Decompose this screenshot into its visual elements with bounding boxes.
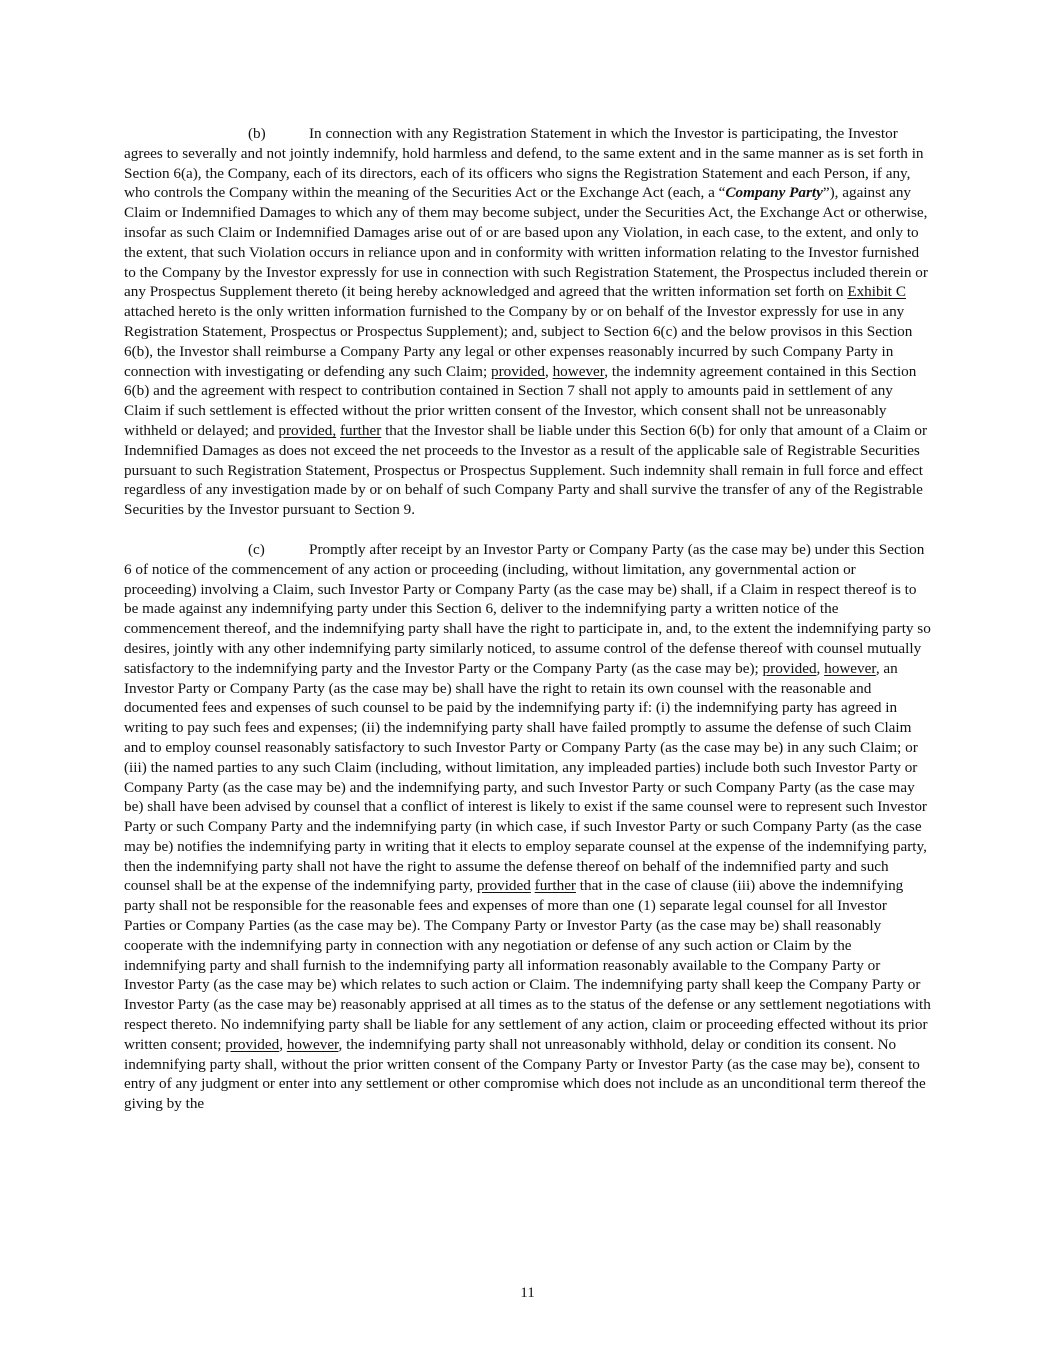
document-body [124, 124, 932, 1134]
defined-term: Company Party [725, 184, 823, 202]
proviso-term: further [339, 421, 382, 439]
paragraph-text: Promptly after receipt by an Investor Party or Company Party (as the case may be) under this Section 6 of notice of the commencement of any action or proceeding (including, without limitation, any governmental action or proceeding) involving a Claim, such Investor Party or Company Party (as the case may be) shall, if a Claim in respect thereof is to be made against any indemnifying party under this Section 6, deliver to the indemnifying party a written notice of the commencement thereof, and the indemnifying party shall have the right to participate in, and, to the extent the indemnifying party so desires, jointly with any other indemnifying party similarly noticed, to assume control of the defense thereof with counsel mutually satisfactory to the indemnifying party and the Investor Party or the Company Party (as the case may be); [124, 540, 931, 677]
paragraph-text: In connection with any Registration Statement in which the Investor is participating, the Investor agrees to severally and not jointly indemnify, hold harmless and defend, to the same extent and in the same manner as is set forth in Section 6(a), the Company, each of its directors, each of its officers who signs the Registration Statement and each Person, if any, who controls the Company within the meaning of the Securities Act or the Exchange Act (each, a “ [124, 125, 924, 202]
proviso-term: provided, [278, 421, 337, 439]
paragraph-text: that in the case of clause (iii) above the indemnifying party shall not be responsible for the reasonable fees and expenses of more than one (1) separate legal counsel for all Investor Parties or Company Parties (as the case may be). The Company Party or Investor Party (as the case may be) shall reasonably cooperate with the indemnifying party in connection with any negotiation or defense of any such action or Claim by the indemnifying party and shall furnish to the indemnifying party all information reasonably available to the Company Party or Investor Party (as the case may be) which relates to such action or Claim. The indemnifying party shall keep the Company Party or Investor Party (as the case may be) reasonably apprised at all times as to the status of the defense or any settlement negotiations with respect thereto. No indemnifying party shall be liable for any settlement of any action, claim or proceeding effected without its prior written consent; [124, 877, 931, 1053]
exhibit-reference: Exhibit C [847, 283, 906, 301]
paragraph-text: , the indemnity agreement contained in this Section 6(b) and the agreement with respect to contribution contained in Section 7 shall not apply to amounts paid in settlement of any Claim if such settlement is effected without the prior written consent of the Investor, which consent shall not be unreasonably withheld or delayed; and [124, 362, 917, 439]
proviso-term: provided [225, 1035, 280, 1053]
proviso-term: provided [476, 877, 531, 895]
proviso-term: provided [490, 362, 545, 380]
paragraph-marker: (c) [248, 540, 265, 558]
proviso-term: however [824, 659, 876, 677]
paragraph-text: , [816, 659, 825, 677]
paragraph-text: , an Investor Party or Company Party (as the case may be) shall have the right to retain its own counsel with the reasonable and documented fees and expenses of such counsel to be paid by the indemnifying party if: (i) the indemnifying party has agreed in writing to pay such fees and expenses; (ii) the indemnifying party shall have failed promptly to assume the defense of such Claim and to employ counsel reasonably satisfactory to such Investor Party or Company Party (as the case may be) in any such Claim; or (iii) the named parties to any such Claim (including, without limitation, any impleaded parties) include both such Investor Party or Company Party (as the case may be) and the indemnifying party, and such Investor Party or such Company Party (as the case may be) shall have been advised by counsel that a conflict of interest is likely to exist if the same counsel were to represent such Investor Party or such Company Party and the indemnifying party (in which case, if such Investor Party or such Company Party (as the case may be) notifies the indemnifying party in writing that it elects to employ separate counsel at the expense of the indemnifying party, then the indemnifying party shall not have the right to assume the defense thereof on behalf of the indemnified party and such counsel shall be at the expense of the indemnifying party, [124, 659, 927, 895]
proviso-term: however [552, 362, 605, 380]
proviso-term: provided [762, 659, 817, 677]
paragraph-text: ”), against any Claim or Indemnified Damages to which any of them may become subject, under the Securities Act, the Exchange Act or otherwise, insofar as such Claim or Indemnified Damages arise out of or are based upon any Violation, in each case, to the extent, and only to the extent, that such Violation occurs in reliance upon and in conformity with written information relating to the Investor furnished to the Company by the Investor expressly for use in connection with such Registration Statement, the Prospectus included therein or any Prospectus Supplement thereto (it being hereby acknowledged and agreed that the written information set forth on [124, 184, 928, 301]
proviso-term: however [286, 1035, 339, 1053]
paragraph-c [124, 540, 932, 1114]
paragraph-text: that the Investor shall be liable under this Section 6(b) for only that amount of a Claim or Indemnified Damages as does not exceed the net proceeds to the Investor as a result of the applicable sale of Registrable Securities pursuant to such Registration Statement, Prospectus or Prospectus Supplement. Such indemnity shall remain in full force and effect regardless of any investigation made by or on behalf of such Company Party and shall survive the transfer of any of the Registrable Securities by the Investor pursuant to Section 9. [124, 421, 928, 519]
paragraph-marker: (b) [248, 125, 266, 142]
paragraph-text: attached hereto is the only written information furnished to the Company by or on behalf of the Investor expressly for use in any Registration Statement, Prospectus or Prospectus Supplement); and, subject to Section 6(c) and the below provisos in this Section 6(b), the Investor shall reimburse a Company Party any legal or other expenses reasonably incurred by such Company Party in connection with investigating or defending any such Claim; [124, 303, 913, 380]
paragraph-b [124, 124, 932, 520]
proviso-term: further [534, 877, 576, 895]
paragraph-text: , [279, 1035, 287, 1053]
paragraph-text: , the indemnifying party shall not unreasonably withhold, delay or condition its consent. No indemnifying party shall, without the prior written consent of the Company Party or Investor Party (as the case may be), consent to entry of any judgment or enter into any settlement or other compromise which does not include as an unconditional term thereof the giving by the [124, 1035, 926, 1113]
paragraph-text: , [544, 362, 553, 380]
page-number: 11 [520, 1284, 535, 1301]
